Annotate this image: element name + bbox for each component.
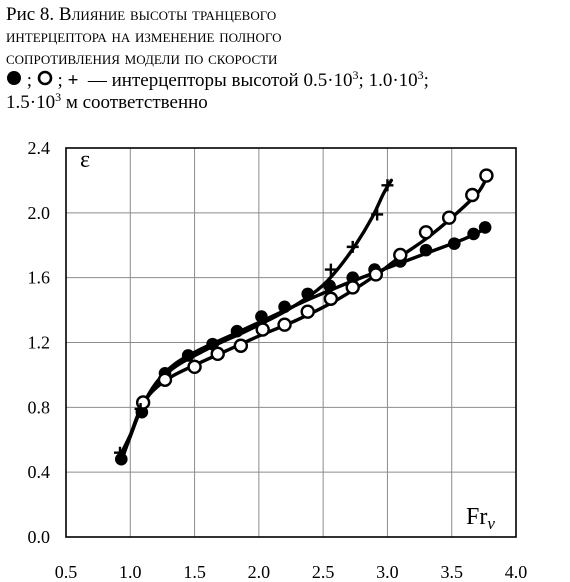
- open-circle-point: [443, 212, 455, 224]
- y-axis-label: ε: [80, 147, 91, 173]
- open-circle-point: [137, 396, 149, 408]
- x-tick-label: 3.5: [440, 562, 463, 582]
- y-tick-label: 1.2: [27, 332, 50, 353]
- figure-title-part-3: сопротивления модели по скорости: [6, 48, 278, 69]
- x-tick-label: 2.0: [247, 562, 271, 582]
- filled-circle-point: [420, 244, 433, 257]
- y-tick-label: 0.8: [27, 397, 50, 418]
- height-3-exponent: 3: [55, 90, 62, 104]
- open-circle-point: [420, 226, 432, 238]
- x-axis-label-base: Fr: [466, 504, 488, 530]
- open-circle-point: [370, 268, 382, 280]
- figure-title-part-1: Влияние высоты транцевого: [58, 4, 277, 25]
- height-2-exponent: 3: [417, 68, 424, 82]
- y-tick-label: 0.4: [27, 462, 50, 483]
- open-circle-point: [189, 361, 201, 373]
- grid: [66, 148, 516, 537]
- filled-circle-series-curve: [121, 227, 487, 460]
- y-tick-label: 1.6: [27, 267, 50, 288]
- filled-circle-point: [467, 228, 480, 241]
- x-tick-label: 4.0: [504, 562, 528, 582]
- height-3-value: 1.5·10: [6, 92, 56, 113]
- units-text: м соответственно: [65, 92, 208, 113]
- filled-circle-point: [115, 453, 128, 466]
- height-1-exponent: 3: [352, 68, 359, 82]
- open-circle-point: [235, 340, 247, 352]
- y-tick-label: 2.4: [27, 138, 50, 158]
- height-2-value: 1.0·10: [368, 70, 418, 91]
- open-circle-point: [466, 189, 478, 201]
- legend-separator-2: ;: [57, 70, 63, 91]
- filled-circle-point: [479, 221, 492, 234]
- y-tick-label: 2.0: [27, 202, 50, 223]
- open-circle-point: [279, 319, 291, 331]
- filled-circle-point: [182, 349, 195, 362]
- filled-circle-point: [278, 301, 291, 314]
- filled-circle-point: [323, 279, 336, 292]
- x-tick-label: 1.5: [183, 562, 206, 582]
- filled-circle-point: [301, 288, 314, 301]
- open-circle-point: [347, 281, 359, 293]
- legend-dash: —: [87, 70, 107, 91]
- y-tick-labels: [28, 138, 51, 547]
- open-circle-point: [480, 170, 492, 182]
- y-tick-label: 0.0: [27, 527, 50, 547]
- open-circle-point: [325, 293, 337, 305]
- height-2-separator: ;: [423, 70, 429, 91]
- legend-plus-marker: +: [67, 70, 79, 91]
- x-axis-label: [466, 504, 495, 533]
- open-circle-point: [394, 249, 406, 261]
- figure-number: Рис 8.: [6, 4, 55, 25]
- open-circle-point: [302, 306, 314, 318]
- filled-circle-point: [231, 325, 244, 338]
- series-curves: [120, 176, 488, 461]
- x-tick-label: 3.0: [376, 562, 399, 582]
- x-axis-label-subscript: v: [487, 514, 495, 533]
- filled-circle-point: [448, 237, 461, 250]
- height-1-value: 0.5·10: [303, 70, 353, 91]
- open-circle-point: [257, 324, 269, 336]
- open-circle-point: [159, 374, 171, 386]
- x-tick-label: 0.5: [54, 562, 78, 582]
- figure-title-part-2: интерцептора на изменение полного: [6, 26, 282, 47]
- legend-separator-1: ;: [26, 70, 33, 91]
- open-circle-point: [212, 348, 224, 360]
- x-tick-label: 1.0: [119, 562, 142, 582]
- legend-text: интерцепторы высотой: [111, 70, 299, 91]
- filled-circle-point: [255, 310, 268, 323]
- x-tick-label: 2.5: [311, 562, 335, 582]
- x-tick-labels: [55, 562, 528, 582]
- height-1-separator: ;: [358, 70, 364, 91]
